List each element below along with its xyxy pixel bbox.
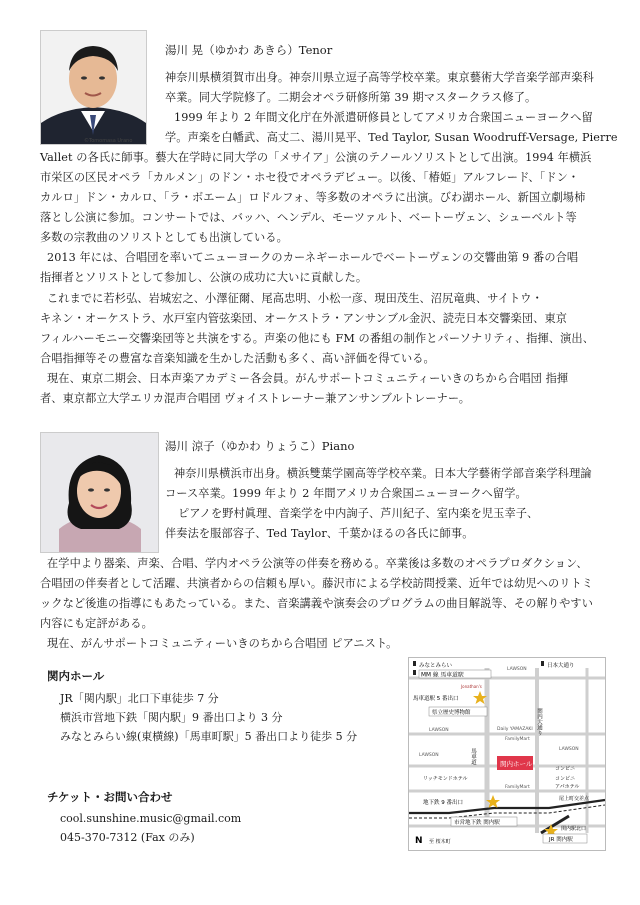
pianist-bio-line: 神奈川県横浜市出身。横浜雙葉学園高等学校卒業。日本大学藝術学部音楽学科理論: [174, 467, 592, 480]
tenor-bio-line: キネン・オーケストラ、水戸室内管弦楽団、オーケストラ・アンサンブル金沢、読売日本交響楽団、東京: [40, 312, 568, 325]
tenor-bio-line: 市栄区の区民オペラ「カルメン」のドン・ホセ役でオペラデビュー。以後、「椿姫」アルフレード、「ドン・: [40, 171, 580, 184]
pianist-bio-line: 伴奏法を服部容子、Ted Taylor、千葉かほるの各氏に師事。: [165, 527, 474, 540]
map-label: 至 桜木町: [429, 839, 451, 845]
map-label: FamilyMart: [505, 737, 530, 742]
photo-credit: ©Tomomasa Urano: [84, 138, 133, 144]
map-label: JR 関内駅: [549, 837, 573, 843]
map-label: みなとみらい: [419, 663, 453, 669]
map-label: Daily YAMAZAKI: [497, 727, 533, 732]
map-label: 尾上町交差点: [559, 796, 590, 802]
tenor-bio-line: 1999 年より 2 年間文化庁在外派遣研修員としてアメリカ合衆国ニューヨークへ留: [174, 111, 593, 124]
tenor-bio-line: 多数の宗教曲のソリストとしても出演している。: [40, 231, 288, 244]
tenor-bio-line: 神奈川県横須賀市出身。神奈川県立逗子高等学校卒業。東京藝術大学音楽学部声楽科: [165, 71, 594, 84]
map-label: 関内ホール: [500, 760, 533, 768]
tenor-bio-line: カルロ」ドン・カルロ、「ラ・ボエーム」ロドルフォ、等多数のオペラに出演。びわ湖ホール、新国立劇場柿: [40, 191, 586, 204]
access-title: 関内ホール: [47, 669, 105, 683]
pianist-bio-line: ピアノを野村眞理、音楽学を中内詢子、芦川紀子、室内楽を児玉幸子、: [178, 507, 539, 520]
tenor-bio-line: これまでに若杉弘、岩城宏之、小澤征爾、尾高忠明、小松一彦、現田茂生、沼尻竜典、サイトウ・: [47, 292, 543, 305]
map-label: LAWSON: [559, 747, 579, 752]
contact-title: チケット・お問い合わせ: [47, 790, 173, 804]
pianist-bio-line: ックなど後進の指導にもあたっている。また、音楽講義や演奏会のプログラムの曲目解説等、その解りやすい: [40, 597, 593, 610]
tenor-bio-line: 落とし公演に参加。コンサートでは、バッハ、ヘンデル、モーツァルト、ベートーヴェン、シューベルト等: [40, 211, 577, 224]
contact-email[interactable]: cool.sunshine.music@gmail.com: [60, 812, 242, 825]
tenor-photo: [40, 30, 147, 145]
map-label: MM 線 馬車道駅: [421, 672, 464, 679]
tenor-bio-line: 現在、東京二期会、日本声楽アカデミー各会員。がんサポートコミュニティーいきのちから合唱団 指揮: [47, 372, 569, 385]
pianist-bio-line: 現在、がんサポートコミュニティーいきのちから合唱団 ピアニスト。: [47, 637, 398, 650]
map-label: コンビニ: [555, 776, 576, 782]
map-label: リッチモンドホテル: [423, 776, 468, 782]
map-label: 関内大通り: [536, 708, 542, 736]
tenor-bio-line: 学。声楽を白幡武、高丈二、湯川晃平、Ted Taylor, Susan Woodruff-Versage, Pierre: [165, 131, 618, 144]
map-label: アパホテル: [555, 784, 580, 790]
tenor-bio-line: 指揮者とソリストとして参加し、公演の成功に大いに貢献した。: [40, 271, 368, 284]
access-line: JR「関内駅」北口下車徒歩 7 分: [60, 692, 219, 705]
tenor-bio-line: 者、東京都立大学エリカ混声合唱団 ヴォイストレーナー兼アンサンブルトレーナー。: [40, 392, 471, 405]
tenor-bio-line: 2013 年には、合唱団を率いてニューヨークのカーネギーホールでベートーヴェンの交響曲第 9 番の合唱: [47, 251, 579, 264]
map-label: LAWSON: [429, 728, 449, 733]
tenor-bio-line: 合唱指揮等その豊富な音楽知識を生かした活動も多く、高い評価を得ている。: [40, 352, 435, 365]
tenor-bio-line: 卒業。同大学院修了。二期会オペラ研修所第 39 期マスタークラス修了。: [165, 91, 537, 104]
map-label: 地下鉄 9 番出口: [423, 800, 463, 806]
map-label: LAWSON: [507, 667, 527, 672]
pianist-bio-line: 内容にも定評がある。: [40, 617, 153, 630]
map-label: 馬車道駅 5 番出口: [413, 696, 459, 702]
pianist-photo: [40, 432, 159, 553]
access-line: みなとみらい線(東横線)「馬車町駅」5 番出口より徒歩 5 分: [60, 730, 358, 743]
map-label: 日本大通り: [547, 663, 575, 669]
map-label: FamilyMart: [505, 785, 530, 790]
pianist-heading: 湯川 涼子（ゆかわ りょうこ）Piano: [165, 439, 355, 453]
map-label: 馬車道: [470, 748, 476, 765]
map-north: N: [415, 836, 423, 846]
pianist-bio-line: 在学中より器楽、声楽、合唱、学内オペラ公演等の伴奏を務める。卒業後は多数のオペラプロダクション、: [47, 557, 588, 570]
tenor-bio-line: フィルハーモニー交響楽団等と共演をする。声楽の他にも FM の番組の制作とパーソナリティ、指揮、演出、: [40, 332, 594, 345]
map-label: Jonathan's: [461, 684, 482, 689]
map-label: コンビニ: [555, 766, 576, 772]
map-label: 県立歴史博物館: [432, 710, 471, 716]
map-label: LAWSON: [419, 753, 439, 758]
tenor-heading: 湯川 晃（ゆかわ あきら）Tenor: [165, 43, 333, 57]
map-label: 関内駅北口: [561, 826, 587, 832]
access-line: 横浜市営地下鉄「関内駅」9 番出口より 3 分: [60, 711, 283, 724]
contact-phone: 045-370-7312 (Fax のみ): [60, 831, 195, 844]
map-label: 市営地下鉄 関内駅: [454, 820, 500, 826]
pianist-bio-line: コース卒業。1999 年より 2 年間アメリカ合衆国ニューヨークへ留学。: [165, 487, 527, 500]
tenor-bio-line: Vallet の各氏に師事。藝大在学時に同大学の「メサイア」公演のテノールソリストとして出演。1994 年横浜: [40, 151, 592, 164]
access-map: [408, 657, 606, 851]
pianist-bio-line: 合唱団の伴奏者として活躍、共演者からの信頼も厚い。藤沢市による学校訪問授業、近年では幼児へのリトミ: [40, 577, 594, 590]
